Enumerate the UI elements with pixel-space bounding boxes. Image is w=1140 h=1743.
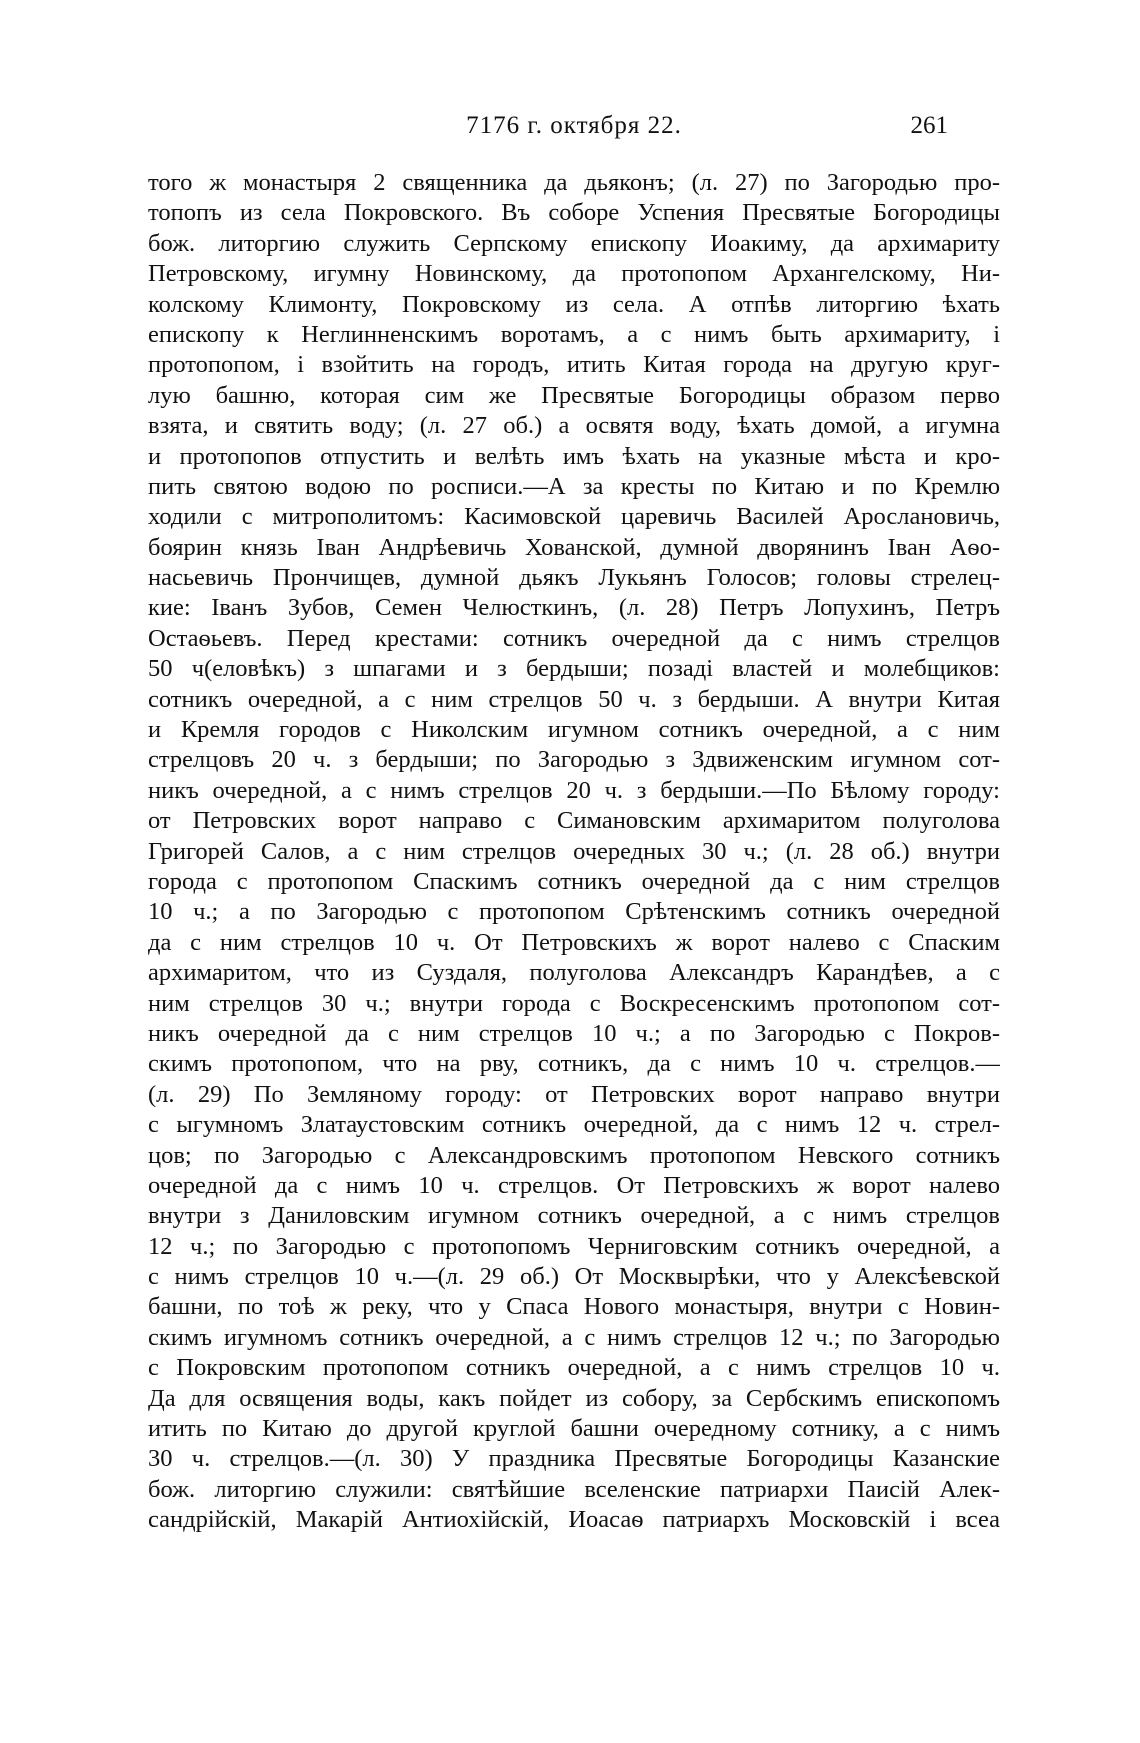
body-text bbox=[148, 168, 1000, 1536]
text-line: бож. литоргию служить Серпскому епископу Иоакиму, да архимариту bbox=[148, 229, 1000, 257]
text-line: очередной да с нимъ 10 ч. стрелцов. От Петровскихъ ж ворот налево bbox=[148, 1171, 1000, 1199]
text-line: 12 ч.; по Загородью с протопопомъ Черниговским сотникъ очередной, а bbox=[148, 1232, 1000, 1260]
text-line: 10 ч.; а по Загородью с протопопом Срѣтенскимъ сотникъ очередной bbox=[148, 898, 1000, 926]
text-line: и Кремля городов с Николским игумном сотникъ очередной, а с ним bbox=[148, 716, 1000, 744]
page-number: 261 bbox=[910, 112, 948, 139]
text-line: ходили с митрополитомъ: Касимовской царевичь Василей Арослановичь, bbox=[148, 503, 1000, 531]
text-line: от Петровских ворот направо с Симановским архимаритом полуголова bbox=[148, 807, 1000, 835]
text-line: взята, и святить воду; (л. 27 об.) а освятя воду, ѣхать домой, а игумна bbox=[148, 412, 1000, 440]
text-line: Остаѳьевъ. Перед крестами: сотникъ очередной да с нимъ стрелцов bbox=[148, 624, 1000, 652]
text-line: ним стрелцов 30 ч.; внутри города с Воскресенскимъ протопопом сот- bbox=[148, 989, 1000, 1017]
text-line: сотникъ очередной, а с ним стрелцов 50 ч. з бердыши. А внутри Китая bbox=[148, 685, 1000, 713]
text-line: да с ним стрелцов 10 ч. От Петровскихъ ж ворот налево с Спаским bbox=[148, 928, 1000, 956]
text-line: бож. литоргию служили: святѣйшие вселенские патриархи Паисій Алек- bbox=[148, 1475, 1000, 1503]
text-line: Петровскому, игумну Новинскому, да протопопом Архангелскому, Ни- bbox=[148, 260, 1000, 288]
text-line: сандрійскій, Макарій Антиохійскій, Иоасаѳ патриархъ Московскій і всеа bbox=[148, 1506, 1000, 1534]
text-line: с нимъ стрелцов 10 ч.—(л. 29 об.) От Москвырѣки, что у Алексѣевской bbox=[148, 1263, 1000, 1291]
text-line: башни, по тоѣ ж реку, что у Спаса Нового монастыря, внутри с Новин- bbox=[148, 1293, 1000, 1321]
text-line: кие: Іванъ Зубов, Семен Челюсткинъ, (л. 28) Петръ Лопухинъ, Петръ bbox=[148, 594, 1000, 622]
text-line: итить по Китаю до другой круглой башни очередному сотнику, а с нимъ bbox=[148, 1415, 1000, 1443]
text-line: с Покровским протопопом сотникъ очередной, а с нимъ стрелцов 10 ч. bbox=[148, 1354, 1000, 1382]
text-line: никъ очередной, а с нимъ стрелцов 20 ч. з бердыши.—По Бѣлому городу: bbox=[148, 776, 1000, 804]
running-title: 7176 г. октября 22. bbox=[466, 112, 682, 139]
text-line: Григорей Салов, а с ним стрелцов очередных 30 ч.; (л. 28 об.) внутри bbox=[148, 837, 1000, 865]
text-line: цов; по Загородью с Александровскимъ протопопом Невского сотникъ bbox=[148, 1141, 1000, 1169]
text-line: и протопопов отпустить и велѣть имъ ѣхать на указные мѣста и кро- bbox=[148, 442, 1000, 470]
text-line: топопъ из села Покровского. Въ соборе Успения Пресвятые Богородицы bbox=[148, 199, 1000, 227]
text-line: колскому Климонту, Покровскому из села. А отпѣв литоргию ѣхать bbox=[148, 290, 1000, 318]
text-line: внутри з Даниловским игумном сотникъ очередной, а с нимъ стрелцов bbox=[148, 1202, 1000, 1230]
text-line: стрелцовъ 20 ч. з бердыши; по Загородью з Здвиженским игумном сот- bbox=[148, 746, 1000, 774]
text-line: архимаритом, что из Суздаля, полуголова Александръ Карандѣев, а с bbox=[148, 959, 1000, 987]
text-line: того ж монастыря 2 священника да дьяконъ; (л. 27) по Загородью про- bbox=[148, 169, 1000, 196]
text-line: насьевичь Прончищев, думной дьякъ Лукьянъ Голосов; головы стрелец- bbox=[148, 564, 1000, 592]
running-head bbox=[148, 112, 1000, 152]
text-line: скимъ протопопом, что на рву, сотникъ, да с нимъ 10 ч. стрелцов.— bbox=[148, 1050, 1000, 1078]
text-line: 30 ч. стрелцов.—(л. 30) У праздника Пресвятые Богородицы Казанские bbox=[148, 1445, 1000, 1473]
text-line: (л. 29) По Земляному городу: от Петровских ворот направо внутри bbox=[148, 1080, 1000, 1108]
text-line: Да для освящения воды, какъ пойдет из собору, за Сербскимъ епископомъ bbox=[148, 1384, 1000, 1412]
text-line: боярин князь Іван Андрѣевичь Хованской, думной дворянинъ Іван Аѳо- bbox=[148, 533, 1000, 561]
text-line: пить святою водою по росписи.—А за кресты по Китаю и по Кремлю bbox=[148, 472, 1000, 500]
text-line: 50 ч(еловѣкъ) з шпагами и з бердыши; позаді властей и молебщиков: bbox=[148, 655, 1000, 683]
text-line: протопопом, і взойтить на городъ, итить Китая города на другую круг- bbox=[148, 351, 1000, 379]
text-line: с ыгумномъ Златаустовским сотникъ очередной, да с нимъ 12 ч. стрел- bbox=[148, 1111, 1000, 1139]
text-line: епископу к Неглинненскимъ воротамъ, а с нимъ быть архимариту, і bbox=[148, 320, 1000, 348]
text-line: никъ очередной да с ним стрелцов 10 ч.; а по Загородью с Покров- bbox=[148, 1019, 1000, 1047]
text-line: лую башню, которая сим же Пресвятые Богородицы образом перво bbox=[148, 381, 1000, 409]
text-line: города с протопопом Спаскимъ сотникъ очередной да с ним стрелцов bbox=[148, 867, 1000, 895]
text-line: скимъ игумномъ сотникъ очередной, а с нимъ стрелцов 12 ч.; по Загородью bbox=[148, 1323, 1000, 1351]
